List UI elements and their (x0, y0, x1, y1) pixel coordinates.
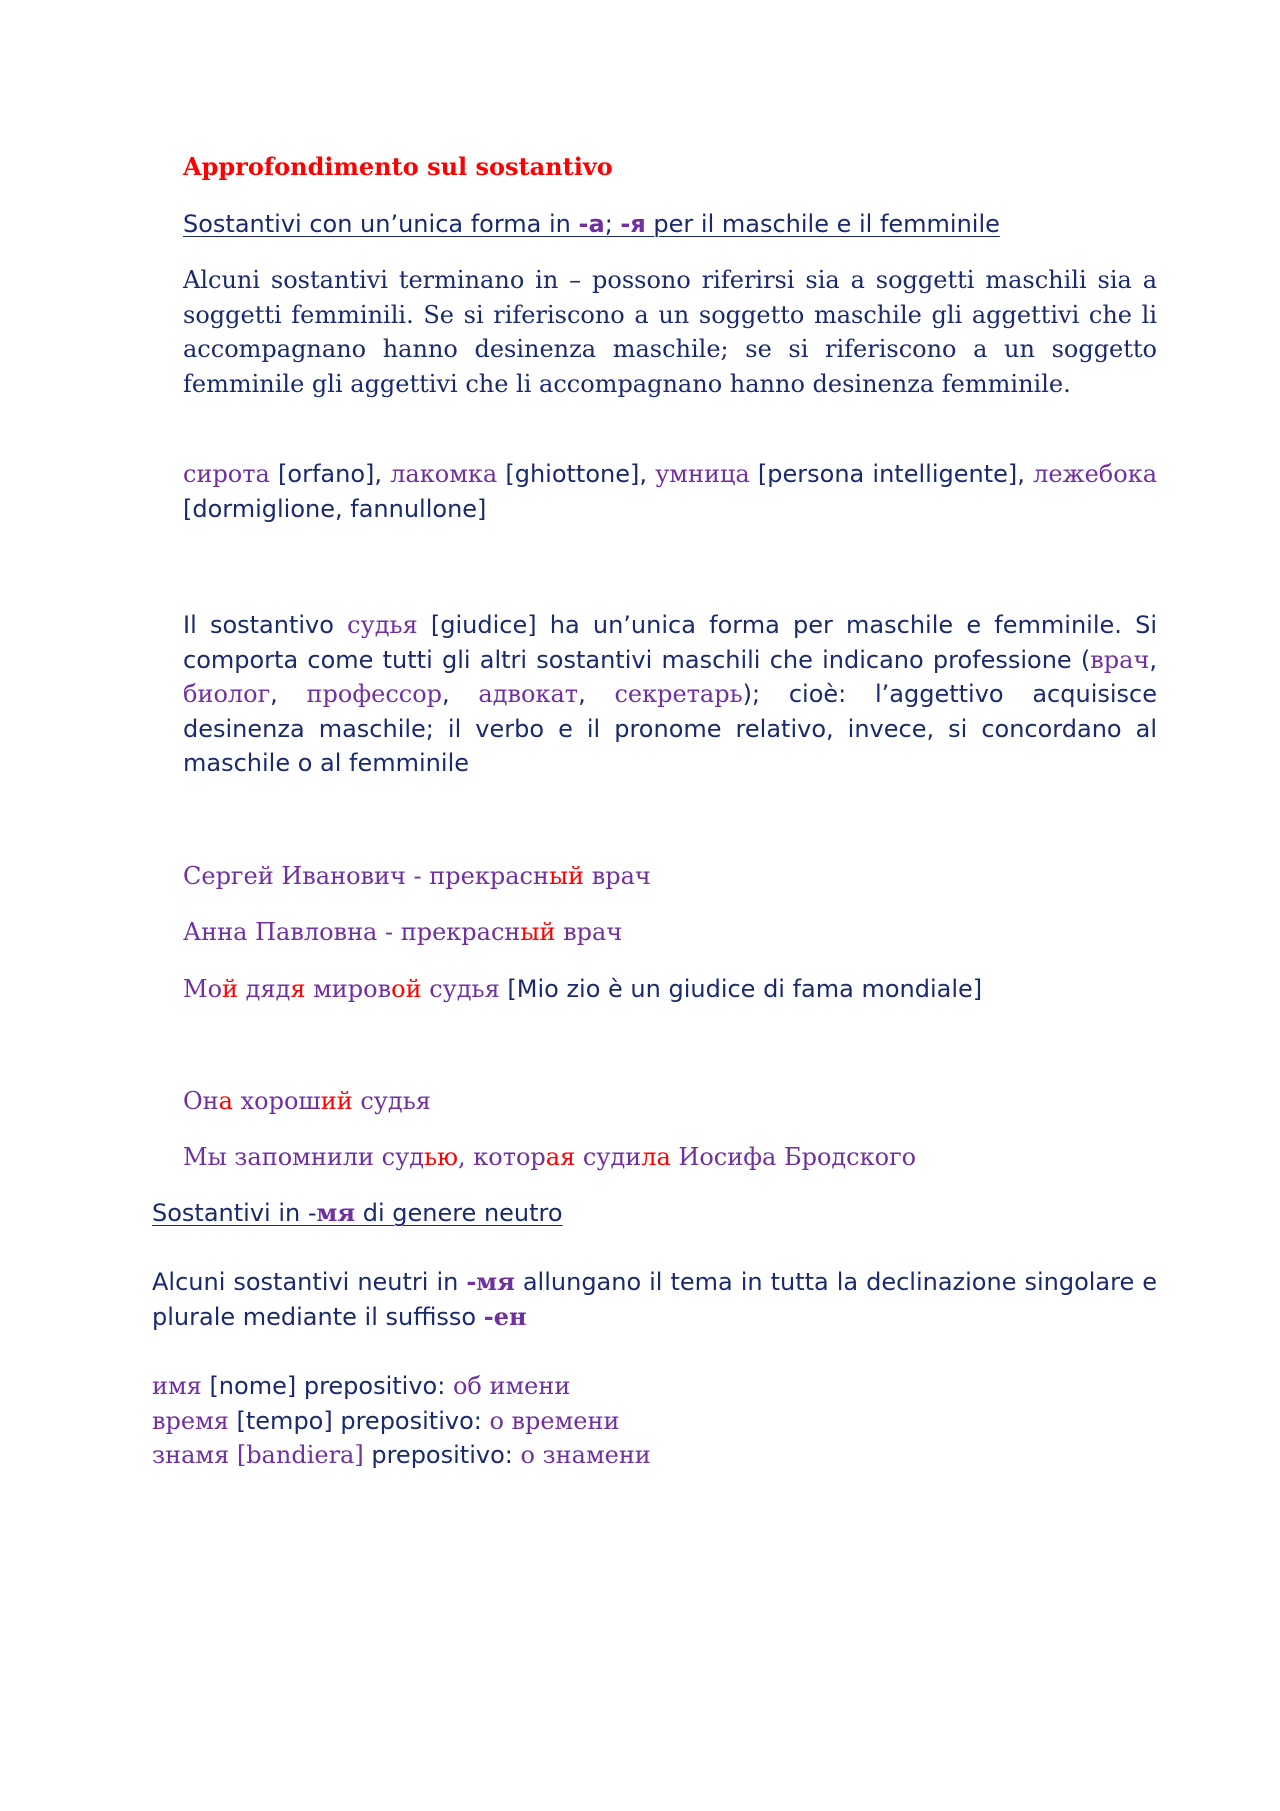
case-label: prepositivo: (303, 1372, 453, 1400)
ex-text: , котор (458, 1143, 546, 1171)
ex-ending: ый (548, 862, 585, 890)
case-form: об имени (452, 1372, 571, 1400)
case-form: о времени (489, 1406, 620, 1435)
word-sirota: сирота (183, 460, 270, 488)
comma: , (270, 680, 307, 708)
trans-orfano: [orfano], (269, 460, 391, 488)
ex-text: врач (584, 862, 651, 890)
ex-ending: я (290, 975, 306, 1003)
ex-ending: ла (641, 1143, 671, 1171)
comma: , (1149, 645, 1157, 674)
ex-text: Мы запомнили суд (183, 1143, 425, 1171)
suffix-ya: -я (620, 210, 646, 238)
comma: , (578, 680, 615, 708)
prof-sekretar: секретарь (614, 680, 743, 708)
ex-text: миров (305, 975, 392, 1003)
section1-examples (183, 457, 1157, 526)
example-sergey (183, 859, 1157, 894)
ex-text: дяд (238, 975, 291, 1003)
trans-dormiglione: [dormiglione, fannullone] (183, 494, 487, 523)
prof-advokat: адвокат (478, 680, 579, 708)
s2-start: Il sostantivo (183, 611, 348, 639)
declension-row-znamya (152, 1438, 1157, 1473)
noun: имя (152, 1372, 202, 1400)
ex-ending: ая (545, 1143, 576, 1171)
s2-end: ); cioè: l’aggettivo acquisisce desinenza maschile; il verbo e il pronome relativo, invece, si concordano al maschile o al femminile (183, 680, 1157, 777)
ex-translation: [Mio zio è un giudice di fama mondiale] (499, 975, 983, 1003)
declension-row-vremya (152, 1404, 1157, 1439)
case-label: prepositivo: (340, 1406, 490, 1435)
prof-vrach: врач (1090, 645, 1150, 674)
ex-text: Мо (183, 975, 223, 1003)
page-title: Approfondimento sul sostantivo (183, 152, 613, 181)
section2-paragraph (183, 608, 1157, 781)
s3-mid: allungano il tema in tutta la declinazione singolare e plurale mediante il suffisso (152, 1268, 1157, 1331)
section3-heading-text (152, 1199, 563, 1227)
ex-ending: а (218, 1087, 233, 1115)
heading-post: di genere neutro (355, 1199, 563, 1227)
trans-persona: [persona intelligente], (749, 460, 1025, 488)
ex-text: Иосифа Бродского (670, 1143, 917, 1171)
translation: [tempo] (228, 1406, 341, 1435)
section1-paragraph: Alcuni sostantivi terminano in – possono riferirsi sia a soggetti maschili sia a soggetti femminili. Se si riferiscono a un soggetto maschile gli aggettivi che li accompagnano hanno desinenza maschile; se si riferiscono a un soggetto femminile gli aggettivi che li accompagnano hanno desinenza femminile. (183, 266, 1157, 398)
noun: знамя [bandiera] (152, 1441, 364, 1469)
case-label: prepositivo: (371, 1441, 521, 1469)
section3-heading (152, 1196, 1102, 1231)
ex-text: судья (352, 1087, 431, 1115)
ex-text: суди (575, 1143, 642, 1171)
heading-pre: Sostantivi con un’unica forma in (183, 210, 579, 238)
word-sudya: судья (347, 611, 418, 639)
ex-ending: ый (520, 918, 556, 946)
ex-text: Он (183, 1087, 219, 1115)
suffix-a: -а (578, 210, 605, 238)
ex-text: судья (421, 975, 500, 1003)
example-ona (183, 1084, 1157, 1119)
ex-ending: ий (320, 1087, 353, 1115)
case-form: о знамени (520, 1441, 651, 1469)
heading-pre: Sostantivi in - (152, 1199, 317, 1227)
word-umnitsa: умница (655, 460, 750, 488)
ex-ending: ью (424, 1143, 458, 1171)
ex-ending: й (222, 975, 239, 1003)
prof-professor: професcор (306, 680, 443, 708)
declension-list (152, 1369, 1157, 1473)
comma: , (442, 680, 479, 708)
example-anna (183, 915, 1157, 950)
prof-biolog: биолог (183, 680, 271, 708)
s3-start: Alcuni sostantivi neutri in (152, 1268, 467, 1296)
section1-heading-text (183, 210, 1000, 238)
translation: [nome] (201, 1372, 304, 1400)
s2-mid: [giudice] ha un’unica forma per maschile e femminile. Si comporta come tutti gli altri sostantivi maschili che indicano professione ( (183, 611, 1157, 674)
declension-row-imya (152, 1369, 1157, 1404)
word-lakomka: лакомка (390, 460, 498, 488)
heading-sep: ; (604, 210, 621, 238)
suffix-en: -ен (483, 1301, 527, 1331)
ex-text: врач (555, 918, 623, 946)
heading-post: per il maschile e il femminile (645, 210, 1000, 238)
ex-text: хорош (232, 1087, 321, 1115)
suffix-mya: мя (316, 1198, 356, 1227)
ex-text: Сергей Иванович - прекрасн (183, 862, 549, 890)
noun: время (152, 1406, 229, 1435)
suffix-mya: -мя (466, 1267, 515, 1296)
example-my (183, 1140, 1157, 1175)
word-lezheboka: лежебока (1033, 460, 1158, 488)
example-dyadya (183, 972, 1157, 1007)
section3-paragraph (152, 1265, 1157, 1334)
trans-ghiottone: [ghiottone], (497, 460, 656, 488)
ex-text: Анна Павловна - прекрасн (183, 918, 521, 946)
section1-heading (183, 207, 1133, 242)
ex-ending: ой (391, 975, 422, 1003)
